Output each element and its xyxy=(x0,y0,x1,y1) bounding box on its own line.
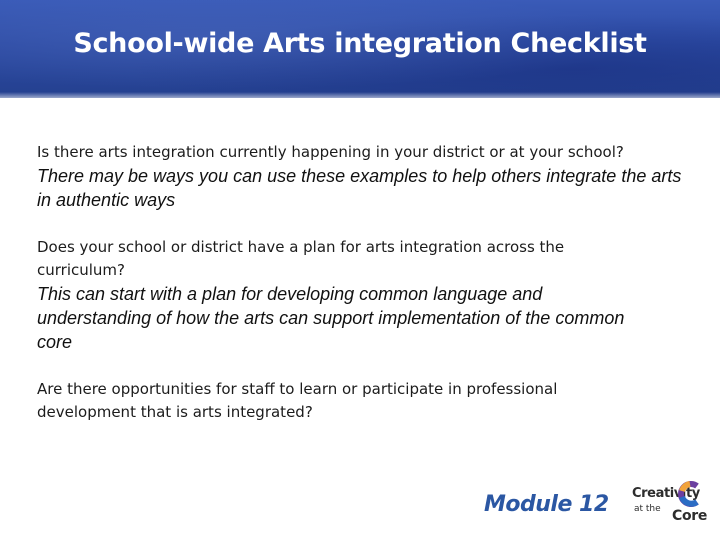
question-2: Does your school or district have a plan for arts integration across the curriculum? xyxy=(37,238,565,279)
slide-title: School-wide Arts integration Checklist xyxy=(73,28,647,59)
module-label: Module 12 xyxy=(484,492,609,517)
footer-logo xyxy=(484,480,708,528)
question-1: Is there arts integration currently happening in your district or at your school? xyxy=(37,143,624,161)
checklist-content xyxy=(37,141,697,424)
brand-line-2: at the xyxy=(634,504,661,514)
brand-line-1: Creativity xyxy=(632,486,700,501)
brand-line-3: Core xyxy=(672,508,708,524)
answer-1: There may be ways you can use these examples to help others integrate the arts in authentic ways xyxy=(37,166,682,210)
question-3: Are there opportunities for staff to learn or participate in professional development that is arts integrated? xyxy=(37,380,558,421)
c-logo-icon xyxy=(676,480,704,508)
title-bar xyxy=(0,0,720,98)
answer-2: This can start with a plan for developing common language and understanding of how the arts can support implementation of the common core xyxy=(37,284,625,352)
creativity-at-the-core-logo xyxy=(632,482,708,528)
